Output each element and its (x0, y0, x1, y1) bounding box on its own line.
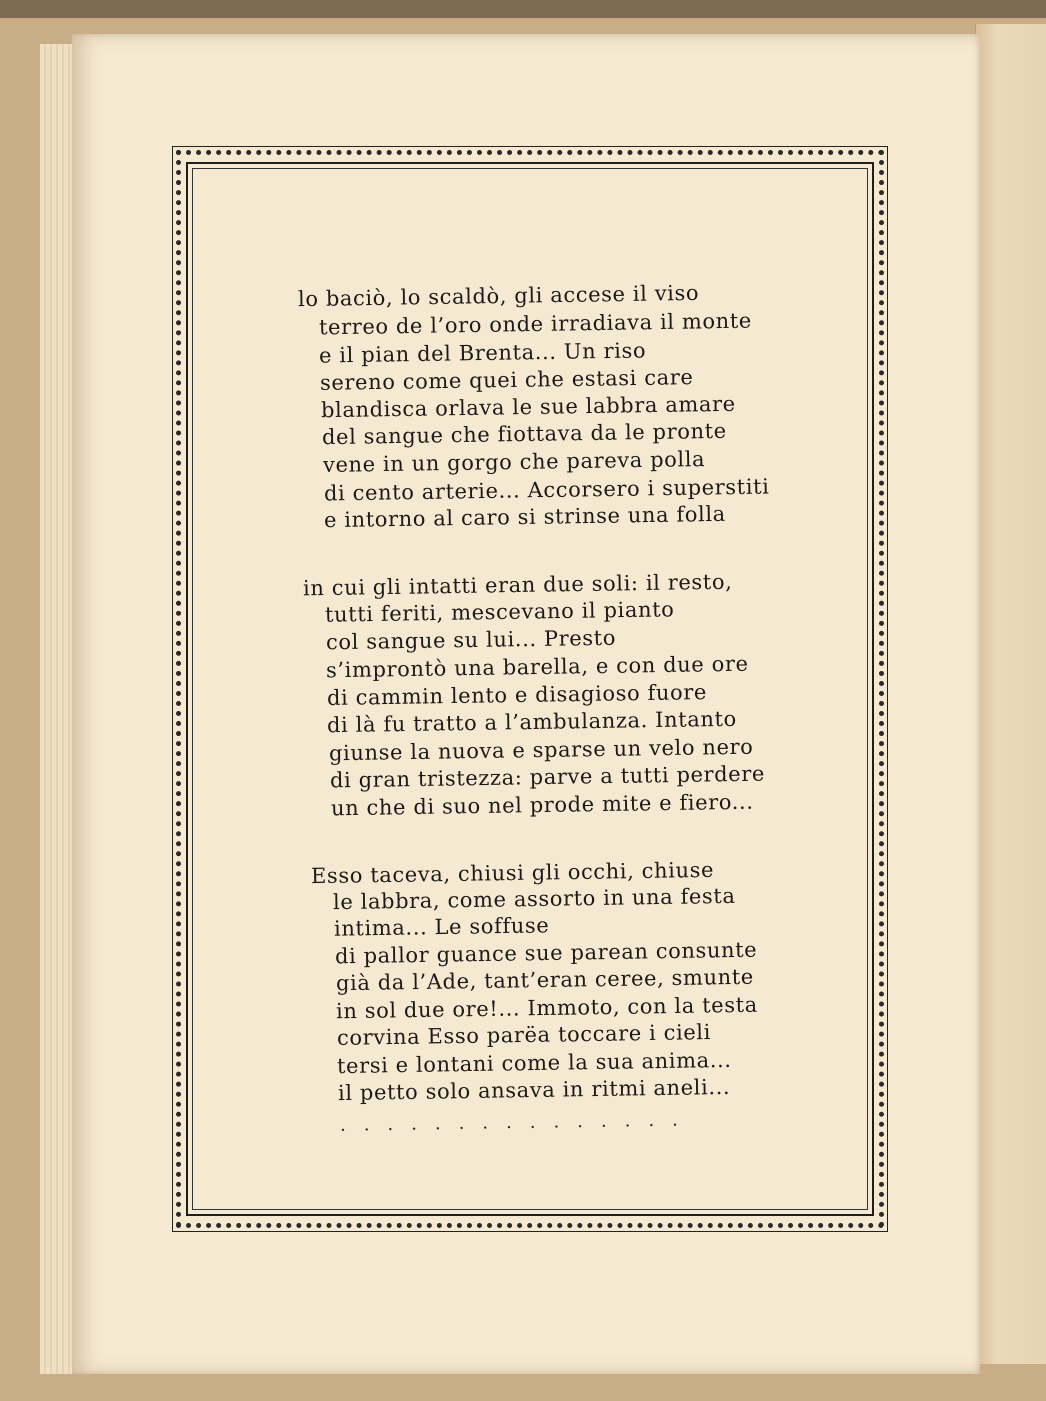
verse-line: tutti feriti, mescevano il pianto (324, 597, 675, 627)
verse-line: di cento arterie... Accorsero i superstiti (323, 474, 770, 506)
verse-line: il petto solo ansava in ritmi aneli... (337, 1074, 731, 1106)
verse-line: di pallor guance sue parean consunte (334, 937, 758, 969)
verse-line: tersi e lontani come la sua anima... (336, 1047, 732, 1079)
verse-line: in cui gli intatti eran due soli: il resto, (302, 569, 733, 601)
verse-line: s’improntò una barella, e con due ore (325, 651, 749, 683)
verse-line: corvina Esso parëa toccare i cieli (336, 1020, 712, 1050)
verse-line: intima... Le soffuse (333, 913, 550, 941)
verse-line: col sangue su lui... Presto (325, 625, 617, 655)
verse-line: giunse la nuova e sparse un velo nero (328, 734, 754, 766)
verse-line: un che di suo nel prode mite e fiero... (330, 789, 754, 821)
verse-line: e il pian del Brenta... Un riso (318, 338, 647, 368)
verse-line: blandisca orlava le sue labbra amare (320, 391, 736, 423)
omission-dots: ............... (339, 1109, 696, 1136)
verse-line: in sol due ore!... Immoto, con la testa (335, 992, 758, 1024)
verse-line: Esso taceva, chiusi gli occhi, chiuse (310, 857, 715, 889)
verse-line: sereno come quei che estasi care (319, 365, 694, 395)
verse-line: di gran tristezza: parve a tutti perdere (329, 761, 766, 793)
verse-line: le labbra, come assorto in una festa (332, 883, 736, 915)
verse-line: lo baciò, lo scaldò, gli accese il viso (297, 280, 700, 312)
facing-page-edge (975, 24, 1046, 1364)
verse-line: di cammin lento e disagioso fuore (326, 680, 708, 710)
verse-line: e intorno al caro si strinse una folla (323, 501, 726, 533)
verse-line: di là fu tratto a l’ambulanza. Intanto (326, 706, 737, 738)
verse-line: del sangue che fiottava da le pronte (321, 418, 727, 450)
verse-line: terreo de l’oro onde irradiava il monte (318, 308, 753, 340)
verse-line: vene in un gorgo che pareva polla (322, 447, 706, 477)
verse-line: già da l’Ade, tant’eran ceree, smunte (335, 964, 754, 996)
